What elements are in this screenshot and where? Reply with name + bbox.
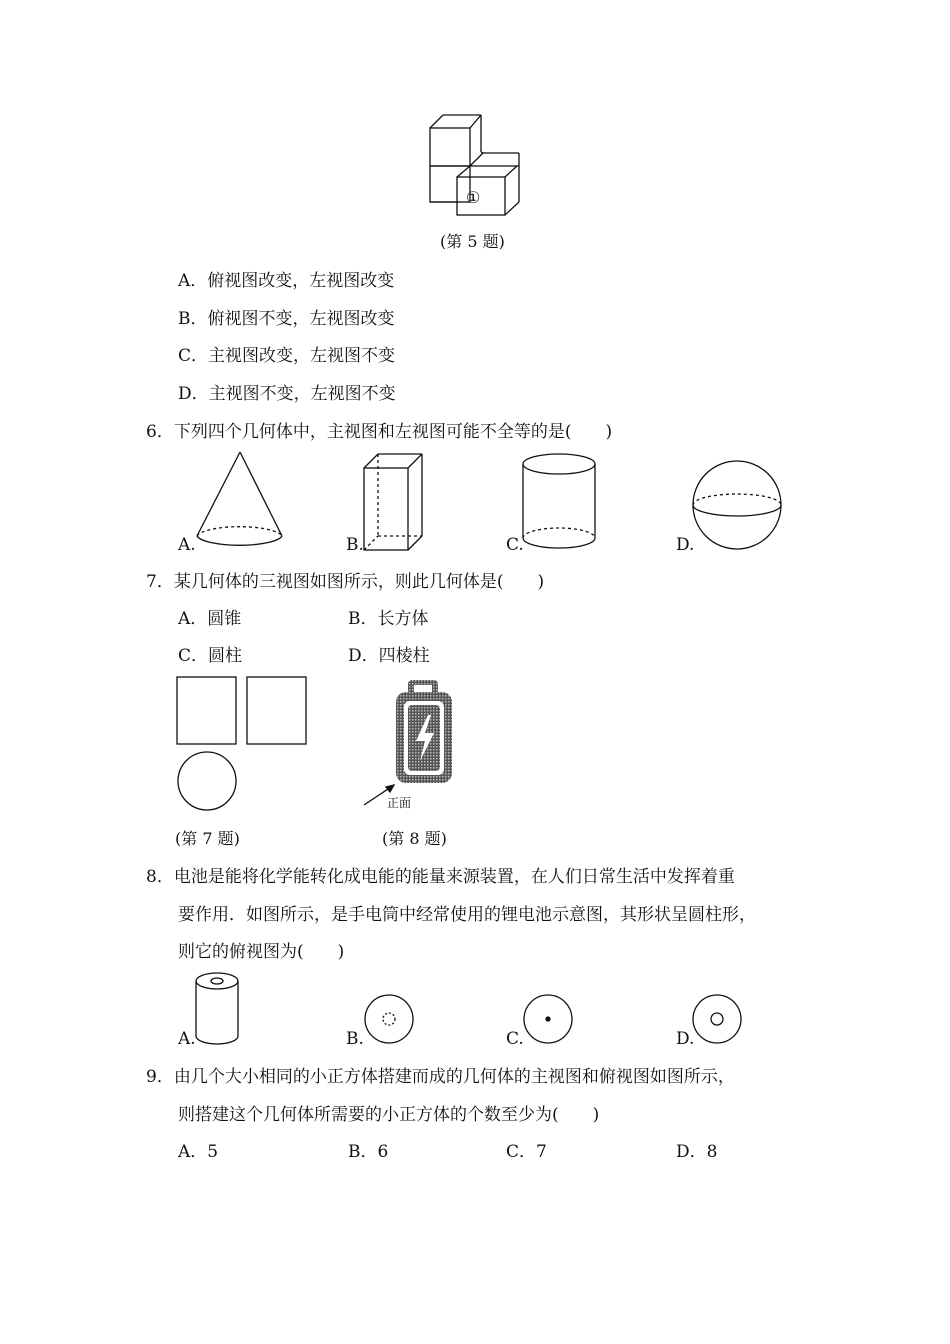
q6-label-d: D. [676, 535, 695, 555]
q8-option-a-figure [193, 970, 243, 1050]
q7-caption: (第 7 题) [175, 829, 240, 848]
q9-option-a: A．5 [178, 1142, 219, 1162]
q7-option-a: A．圆锥 [178, 609, 242, 629]
q9-option-c: C．7 [506, 1142, 547, 1162]
q8-option-d-figure [690, 992, 746, 1048]
q9-option-d: D．8 [676, 1142, 718, 1162]
q9-option-b: B．6 [348, 1142, 389, 1162]
q8-stem-line-3: 则它的俯视图为( ) [178, 942, 345, 962]
q8-option-c-figure [521, 992, 577, 1048]
q5-option-d: D．主视图不变，左视图不变 [178, 384, 396, 404]
q5-option-c: C．主视图改变，左视图不变 [178, 346, 396, 366]
q8-caption: (第 8 题) [382, 829, 447, 848]
q9-stem-line-2: 则搭建这个几何体所需要的小正方体的个数至少为( ) [178, 1105, 600, 1125]
q5-option-b: B．俯视图不变，左视图改变 [178, 309, 395, 329]
q7-option-b: B．长方体 [348, 609, 429, 629]
q8-front-label: 正面 [387, 796, 412, 810]
q8-label-c: C. [506, 1029, 524, 1049]
q8-option-b-figure [362, 992, 418, 1048]
q7-option-d: D．四棱柱 [348, 646, 430, 666]
q5-figure-label: ① [466, 188, 481, 207]
q6-cylinder-figure [518, 450, 600, 555]
q8-label-d: D. [676, 1029, 695, 1049]
q7-option-c: C．圆柱 [178, 646, 243, 666]
q6-cone-figure [190, 448, 290, 553]
q5-option-a: A．俯视图改变，左视图改变 [178, 271, 395, 291]
q6-label-b: B. [346, 535, 364, 555]
q5-caption: (第 5 题) [440, 232, 505, 251]
q6-label-c: C. [506, 535, 524, 555]
q8-battery-figure [358, 677, 468, 817]
q6-stem: 6．下列四个几何体中，主视图和左视图可能不全等的是( ) [146, 422, 613, 442]
q8-label-a: A. [178, 1029, 196, 1049]
q6-label-a: A. [178, 535, 196, 555]
q7-stem: 7．某几何体的三视图如图所示，则此几何体是( ) [146, 572, 545, 592]
q8-stem-line-1: 8．电池是能将化学能转化成电能的能量来源装置，在人们日常生活中发挥着重 [146, 867, 735, 887]
q8-label-b: B. [346, 1029, 364, 1049]
q6-cuboid-figure [358, 450, 428, 555]
q8-stem-line-2: 要作用．如图所示，是手电筒中经常使用的锂电池示意图，其形状呈圆柱形， [178, 905, 756, 925]
q6-sphere-figure [690, 458, 785, 553]
q9-stem-line-1: 9．由几个大小相同的小正方体搭建而成的几何体的主视图和俯视图如图所示， [146, 1067, 735, 1087]
q7-three-views-figure [175, 675, 310, 815]
